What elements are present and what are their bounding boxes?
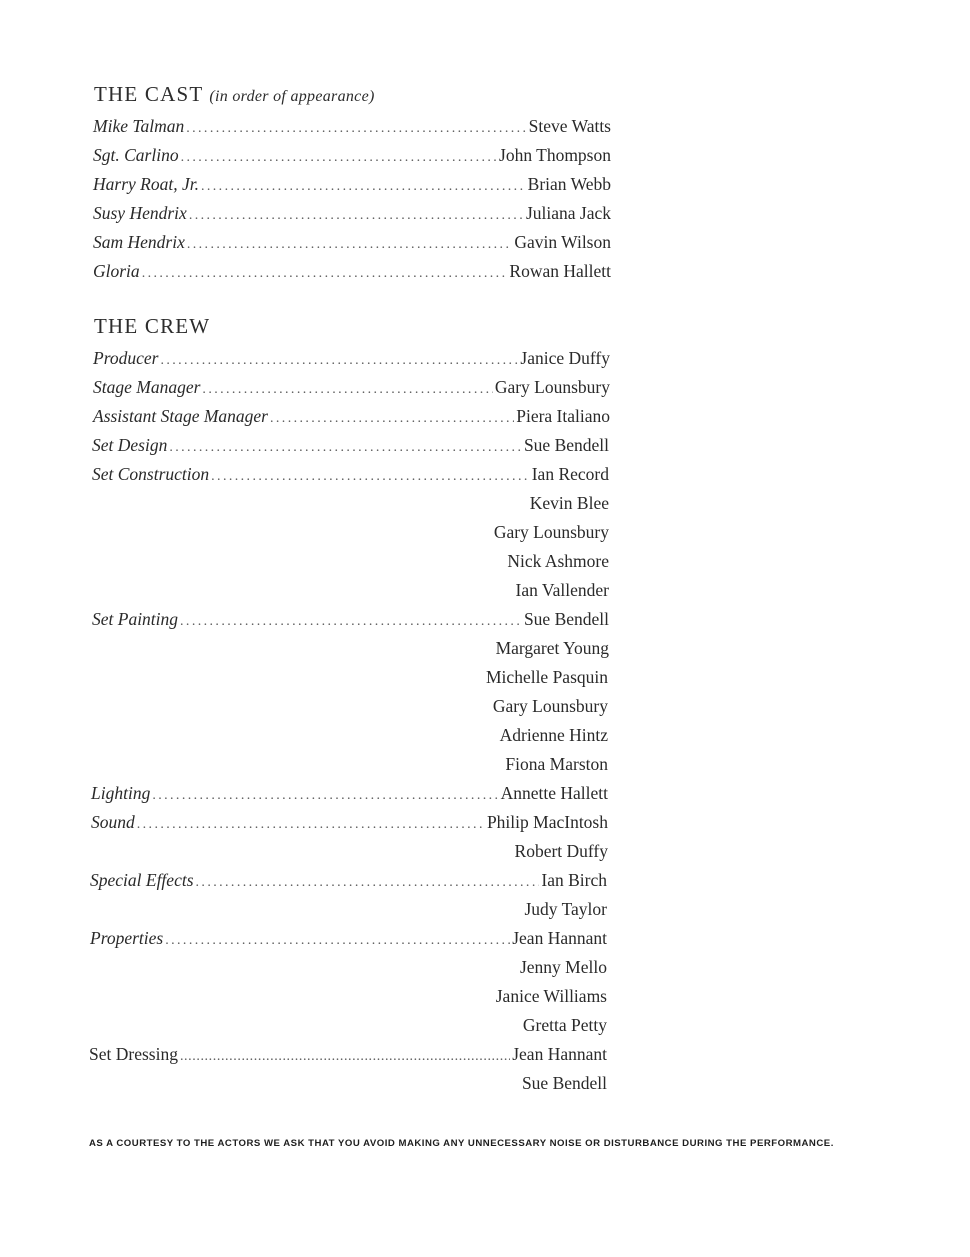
cast-actor: Rowan Hallett	[509, 261, 611, 281]
crew-role: Assistant Stage Manager	[93, 406, 268, 426]
cast-row	[93, 257, 611, 286]
crew-row	[90, 1011, 607, 1040]
crew-row	[92, 750, 608, 779]
crew-member: Kevin Blee	[529, 493, 609, 513]
dot-leader	[142, 259, 508, 288]
crew-role: Set Painting	[92, 609, 179, 629]
dot-leader	[270, 404, 514, 433]
crew-member: Janice Williams	[495, 986, 607, 1006]
crew-row	[89, 1040, 607, 1069]
crew-row	[92, 547, 609, 576]
crew-member: Michelle Pasquin	[486, 667, 608, 687]
crew-member: Sue Bendell	[521, 1073, 607, 1093]
crew-row	[91, 808, 608, 837]
cast-actor: Steve Watts	[528, 116, 611, 136]
crew-member: Gary Lounsbury	[493, 522, 609, 542]
crew-member: Robert Duffy	[514, 841, 608, 861]
crew-member: Jean Hannant	[512, 928, 607, 948]
crew-member: Fiona Marston	[505, 754, 608, 774]
crew-row	[92, 692, 608, 721]
crew-member: Gretta Petty	[522, 1015, 607, 1035]
cast-actor: John Thompson	[499, 145, 611, 165]
courtesy-notice: AS A COURTESY TO THE ACTORS WE ASK THAT YOU AVOID MAKING ANY UNNECESSARY NOISE OR DISTURBANCE DURING THE PERFORMANCE.	[89, 1138, 834, 1149]
crew-member: Ian Birch	[541, 870, 607, 890]
dot-leader	[180, 1042, 510, 1071]
crew-role: Lighting	[91, 783, 151, 803]
cast-role: Gloria	[93, 261, 140, 281]
cast-role: Harry Roat, Jr.	[93, 174, 199, 194]
crew-heading	[94, 314, 210, 339]
crew-role: Stage Manager	[93, 377, 201, 397]
crew-row	[92, 460, 609, 489]
crew-row	[92, 489, 609, 518]
dot-leader	[181, 143, 497, 172]
crew-row	[89, 1069, 607, 1098]
crew-row	[90, 924, 607, 953]
crew-member: Jenny Mello	[519, 957, 607, 977]
crew-row	[90, 953, 607, 982]
crew-row	[92, 663, 608, 692]
dot-leader	[189, 201, 524, 230]
cast-heading	[94, 82, 375, 107]
crew-row	[90, 982, 607, 1011]
cast-row	[93, 112, 611, 141]
dot-leader	[201, 172, 526, 201]
cast-row	[93, 228, 611, 257]
cast-row	[93, 141, 611, 170]
crew-row	[91, 779, 608, 808]
crew-member: Adrienne Hintz	[499, 725, 608, 745]
crew-row	[91, 837, 608, 866]
crew-member: Jean Hannant	[512, 1044, 607, 1064]
crew-role: Set Dressing	[89, 1044, 178, 1064]
dot-leader	[187, 230, 512, 259]
cast-row	[93, 199, 611, 228]
crew-row	[93, 373, 610, 402]
crew-member: Philip MacIntosh	[486, 812, 608, 832]
dot-leader	[137, 810, 485, 839]
crew-row	[92, 605, 609, 634]
crew-row	[92, 634, 609, 663]
dot-leader	[169, 433, 522, 462]
dot-leader	[152, 781, 498, 810]
crew-role: Properties	[90, 928, 164, 948]
cast-actor: Brian Webb	[527, 174, 611, 194]
crew-member: Gary Lounsbury	[492, 696, 608, 716]
crew-role: Set Design	[92, 435, 168, 455]
crew-role: Sound	[91, 812, 135, 832]
crew-role: Set Construction	[92, 464, 210, 484]
crew-member: Sue Bendell	[523, 435, 609, 455]
crew-row	[92, 518, 609, 547]
crew-row	[90, 895, 607, 924]
cast-role: Mike Talman	[93, 116, 185, 136]
crew-member: Piera Italiano	[516, 406, 610, 426]
crew-member: Janice Duffy	[520, 348, 610, 368]
crew-member: Margaret Young	[495, 638, 609, 658]
cast-heading-title: THE CAST	[94, 82, 204, 106]
dot-leader	[180, 607, 522, 636]
cast-row	[93, 170, 611, 199]
cast-role: Susy Hendrix	[93, 203, 187, 223]
cast-heading-subtitle: (in order of appearance)	[209, 88, 375, 105]
cast-actor: Gavin Wilson	[514, 232, 611, 252]
crew-member: Sue Bendell	[523, 609, 609, 629]
crew-role: Special Effects	[90, 870, 194, 890]
crew-member: Annette Hallett	[500, 783, 608, 803]
crew-member: Nick Ashmore	[507, 551, 609, 571]
crew-member: Ian Record	[531, 464, 609, 484]
cast-actor: Juliana Jack	[525, 203, 611, 223]
dot-leader	[211, 462, 530, 491]
dot-leader	[160, 346, 518, 375]
crew-heading-title: THE CREW	[94, 314, 211, 338]
crew-row	[93, 344, 610, 373]
crew-member: Ian Vallender	[515, 580, 609, 600]
crew-row	[90, 866, 607, 895]
cast-role: Sgt. Carlino	[93, 145, 179, 165]
crew-row	[92, 576, 609, 605]
dot-leader	[196, 868, 540, 897]
dot-leader	[186, 114, 526, 143]
dot-leader	[165, 926, 510, 955]
crew-role: Producer	[93, 348, 159, 368]
crew-row	[92, 431, 609, 460]
crew-row	[92, 721, 608, 750]
cast-role: Sam Hendrix	[93, 232, 185, 252]
crew-member: Judy Taylor	[524, 899, 607, 919]
dot-leader	[202, 375, 492, 404]
crew-member: Gary Lounsbury	[494, 377, 610, 397]
crew-row	[93, 402, 610, 431]
